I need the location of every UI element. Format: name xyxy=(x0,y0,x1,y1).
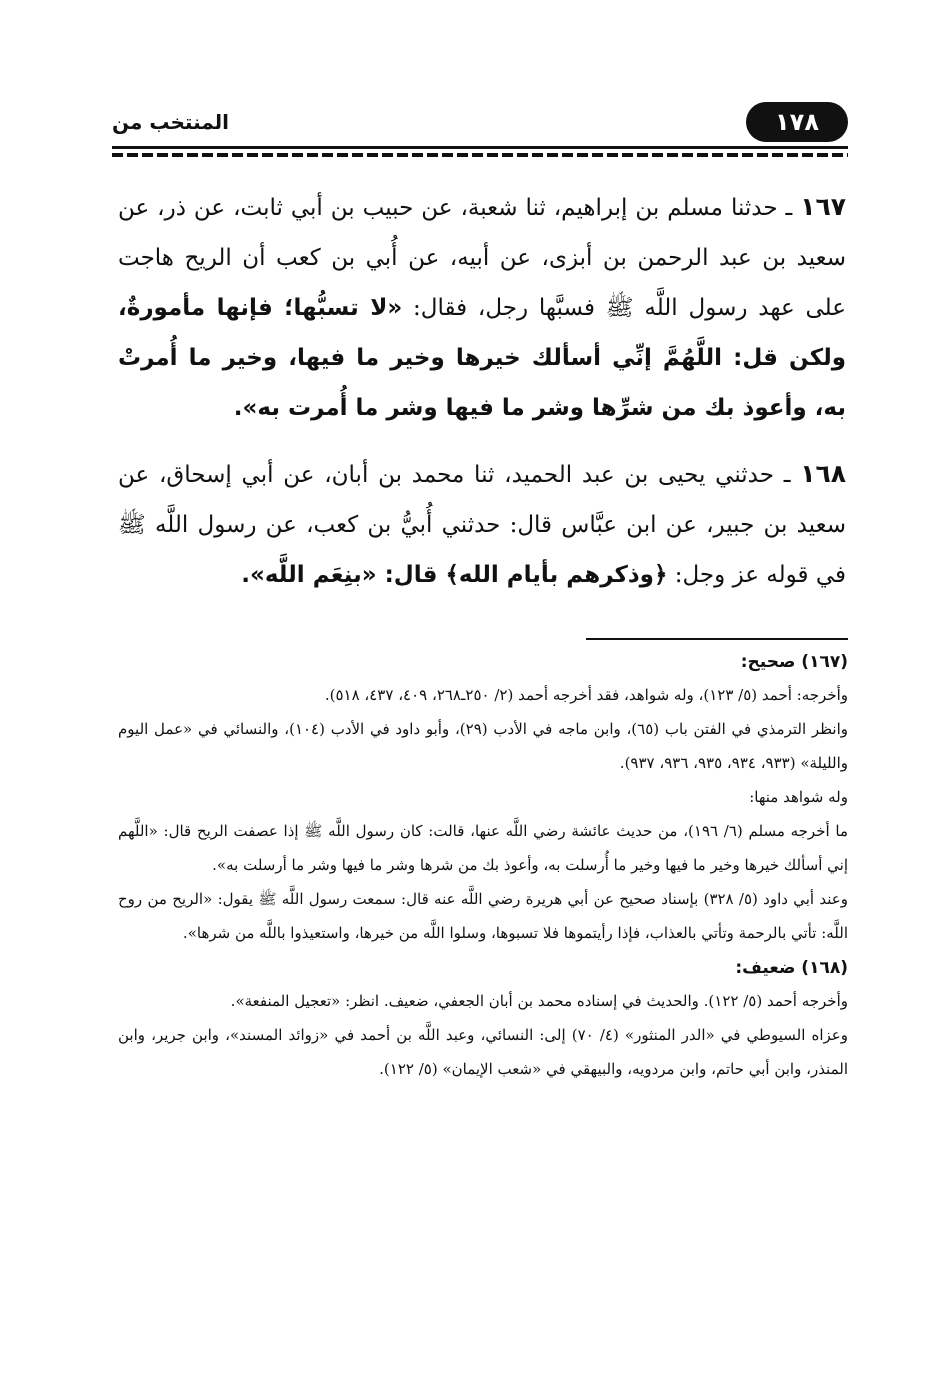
header-rule xyxy=(112,146,848,149)
hadith-number: ١٦٨ xyxy=(800,459,847,488)
footnote-168 xyxy=(118,952,848,1086)
hadith-167 xyxy=(118,182,846,433)
footnote-heading: (١٦٧) صحيح: xyxy=(740,652,848,672)
footnotes-section xyxy=(118,646,848,1086)
footnote-paragraph: وله شواهد منها: xyxy=(749,788,848,806)
footnote-separator xyxy=(586,638,848,640)
footnote-paragraph: وأخرجه أحمد (٥/ ١٢٢). والحديث في إسناده محمد بن أبان الجعفي، ضعيف. انظر: «تعجيل المنفعة». xyxy=(230,992,848,1010)
hadith-quote: «لا تسبُّها؛ فإنها مأمورةٌ، ولكن قل: اللَّهُمَّ إنِّي أسألك خيرها وخير ما فيها، وخير ما أُمرتْ به، وأعوذ بك من شرِّها وشر ما فيها وشر ما أُمرت به». xyxy=(118,295,846,421)
footnote-paragraph: وانظر الترمذي في الفتن باب (٦٥)، وابن ماجه في الأدب (٢٩)، وأبو داود في الأدب (١٠٤)، والنسائي في «عمل اليوم والليلة» (٩٣٣، ٩٣٤، ٩٣٥، ٩٣٦، ٩٣٧). xyxy=(118,720,849,772)
page-header xyxy=(112,100,848,144)
hadith-number: ١٦٧ xyxy=(800,192,847,221)
footnote-167 xyxy=(118,646,848,950)
hadith-168 xyxy=(118,449,846,600)
page-number-badge: ١٧٨ xyxy=(746,102,848,142)
footnote-heading: (١٦٨) ضعيف: xyxy=(735,958,848,978)
footnote-paragraph: ما أخرجه مسلم (٦/ ١٩٦)، من حديث عائشة رضي اللَّه عنها، قالت: كان رسول اللَّه ﷺ إذا عصفت الريح قال: «اللَّهم إني أسألك خيرها وخير ما فيها وخير ما أُرسلت به، وأعوذ بك من شرها وشر ما فيها وشر ما أرسلت به». xyxy=(118,822,848,874)
hadith-quote: ﴿وذكرهم بأيام الله﴾ قال: «بنِعَم اللَّه». xyxy=(241,562,668,588)
hadith-chain: ـ حدثنا مسلم بن إبراهيم، ثنا شعبة، عن حبيب بن أبي ثابت، عن ذر، عن سعيد بن عبد الرحمن بن أبزى، عن أبيه، عن أُبي بن كعب أن الريح هاجت على عهد رسول اللَّه ﷺ فسبَّها رجل، فقال: xyxy=(118,195,847,321)
footnote-paragraph: وعزاه السيوطي في «الدر المنثور» (٤/ ٧٠) إلى: النسائي، وعبد اللَّه بن أحمد في «زوائد المسند»، وابن جرير، وابن المنذر، وابن أبي حاتم، وابن مردويه، والبيهقي في «شعب الإيمان» (٥/ ١٢٢). xyxy=(118,1026,848,1078)
hadith-text-section xyxy=(118,182,846,600)
hadith-chain: ـ حدثني يحيى بن عبد الحميد، ثنا محمد بن أبان، عن أبي إسحاق، عن سعيد بن جبير، عن ابن عبَّاس قال: حدثني أُبيُّ بن كعب، عن رسول اللَّه ﷺ في قوله عز وجل: xyxy=(118,462,846,588)
header-dashed-rule xyxy=(112,153,848,157)
book-title: المنتخب من xyxy=(112,110,230,134)
footnote-paragraph: وأخرجه: أحمد (٥/ ١٢٣)، وله شواهد، فقد أخرجه أحمد (٢/ ٢٥٠ـ٢٦٨، ٤٠٩، ٤٣٧، ٥١٨). xyxy=(324,686,848,704)
footnote-paragraph: وعند أبي داود (٥/ ٣٢٨) بإسناد صحيح عن أبي هريرة رضي اللَّه عنه قال: سمعت رسول اللَّه ﷺ يقول: «الريح من روح اللَّه: تأتي بالرحمة وتأتي بالعذاب، فإذا رأيتموها فلا تسبوها، وسلوا اللَّه من خيرها، واستعيذوا باللَّه من شرها». xyxy=(118,890,848,942)
